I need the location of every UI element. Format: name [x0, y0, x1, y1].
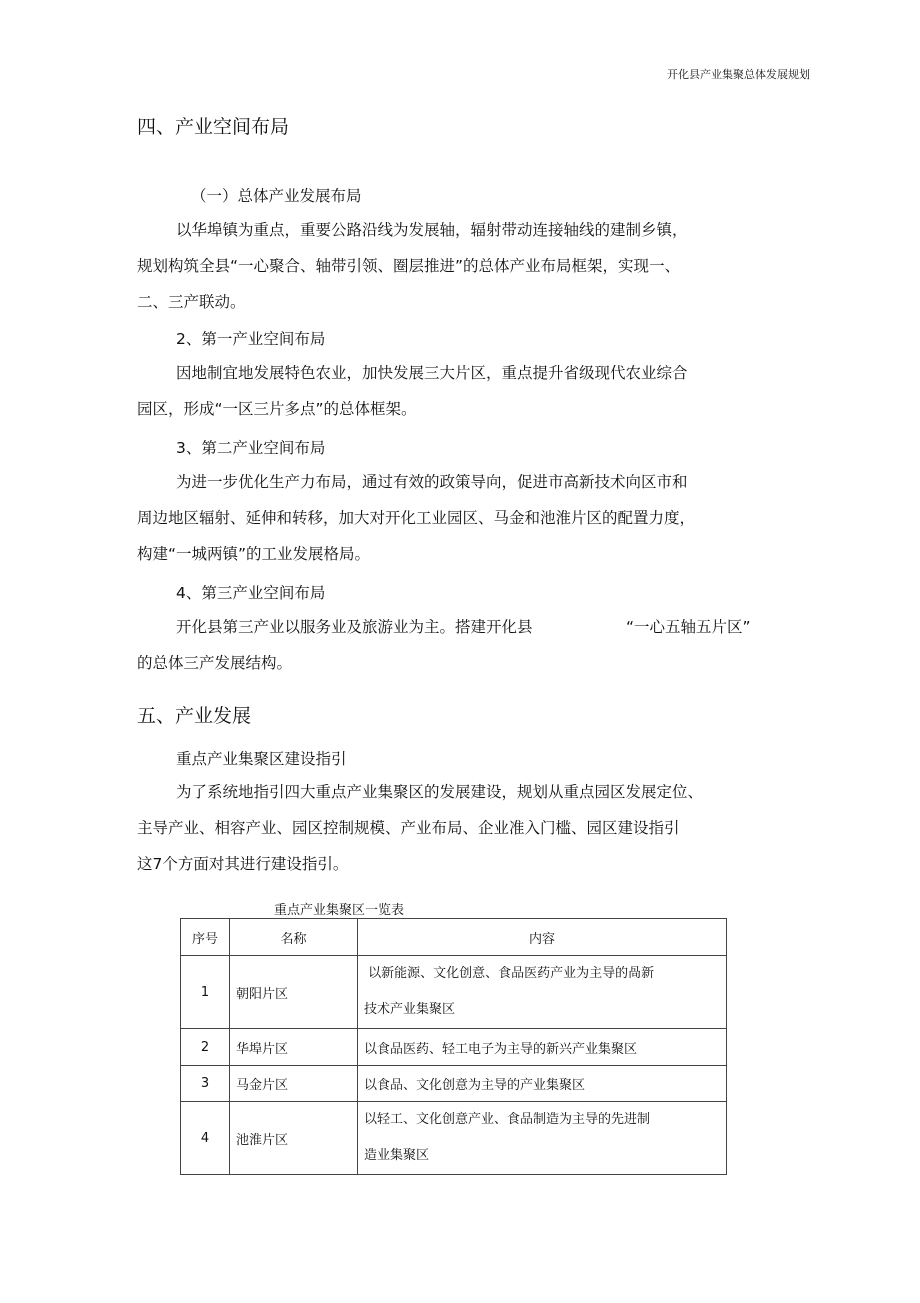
- row-content: 以食品医药、轻工电子为主导的新兴产业集聚区: [358, 1029, 727, 1066]
- paragraph-line-quote: “一心五轴五片区”: [626, 618, 751, 636]
- paragraph-line: 二、三产联动。: [137, 293, 246, 311]
- paragraph-line: 因地制宜地发展特色农业，加快发展三大片区，重点提升省级现代农业综合: [176, 364, 688, 382]
- subsection-cluster-guidance: 重点产业集聚区建设指引: [176, 750, 347, 768]
- paragraph-line: 构建“一城两镇”的工业发展格局。: [137, 545, 371, 563]
- row-content: 以食品、文化创意为主导的产业集聚区: [358, 1066, 727, 1102]
- subsection-overall-layout: （一）总体产业发展布局: [191, 187, 362, 205]
- table-row: [181, 956, 727, 1029]
- column-header-name: 名称: [230, 919, 358, 956]
- table-row: [181, 1066, 727, 1102]
- column-header-number: 序号: [181, 919, 230, 956]
- row-content: [358, 1102, 727, 1175]
- paragraph-line: 主导产业、相容产业、园区控制规模、产业布局、企业准入门槛、园区建设指引: [137, 819, 680, 837]
- paragraph-line: 开化县第三产业以服务业及旅游业为主。搭建开化县: [176, 618, 533, 636]
- row-name: 华埠片区: [230, 1029, 358, 1066]
- row-number: 1: [181, 956, 230, 1029]
- paragraph-line: 以华埠镇为重点，重要公路沿线为发展轴，辐射带动连接轴线的建制乡镇，: [176, 221, 688, 239]
- row-content-line: 技术产业集聚区: [364, 1002, 456, 1017]
- subsection-tertiary-industry: 4、第三产业空间布局: [176, 584, 326, 602]
- paragraph-line: 为了系统地指引四大重点产业集聚区的发展建设，规划从重点园区发展定位、: [176, 783, 704, 801]
- row-content-line: 以轻工、文化创意产业、食品制造为主导的先进制: [364, 1112, 651, 1127]
- paragraph-line: 周边地区辐射、延伸和转移，加大对开化工业园区、马金和池淮片区的配置力度，: [137, 509, 696, 527]
- paragraph-line: 园区，形成“一区三片多点”的总体框架。: [137, 400, 417, 418]
- section-4-title: 四、产业空间布局: [137, 116, 290, 138]
- row-name: 朝阳片区: [230, 956, 358, 1029]
- paragraph-line: 的总体三产发展结构。: [137, 654, 293, 672]
- table-header-row: [181, 919, 727, 956]
- column-header-content: 内容: [358, 919, 727, 956]
- table-caption: 重点产业集聚区一览表: [274, 903, 405, 918]
- subsection-secondary-industry: 3、第二产业空间布局: [176, 439, 326, 457]
- row-number: 2: [181, 1029, 230, 1066]
- subsection-primary-industry: 2、第一产业空间布局: [176, 330, 326, 348]
- row-number: 4: [181, 1102, 230, 1175]
- table-row: [181, 1029, 727, 1066]
- row-content: [358, 956, 727, 1029]
- table-row: [181, 1102, 727, 1175]
- cluster-table: [180, 918, 727, 1175]
- paragraph-line: 规划构筑全县“一心聚合、轴带引领、圈层推进”的总体产业布局框架，实现一、: [137, 257, 681, 275]
- row-name: 马金片区: [230, 1066, 358, 1102]
- paragraph-line: 为进一步优化生产力布局，通过有效的政策导向，促进市高新技术向区市和: [176, 473, 688, 491]
- row-content-line: 造业集聚区: [364, 1148, 430, 1163]
- paragraph-line: 这7个方面对其进行建设指引。: [137, 855, 349, 873]
- section-5-title: 五、产业发展: [137, 705, 252, 727]
- row-number: 3: [181, 1066, 230, 1102]
- running-header: 开化县产业集聚总体发展规划: [667, 68, 810, 81]
- row-content-line: 以新能源、文化创意、食品医药产业为主导的咼新: [364, 966, 655, 981]
- row-name: 池淮片区: [230, 1102, 358, 1175]
